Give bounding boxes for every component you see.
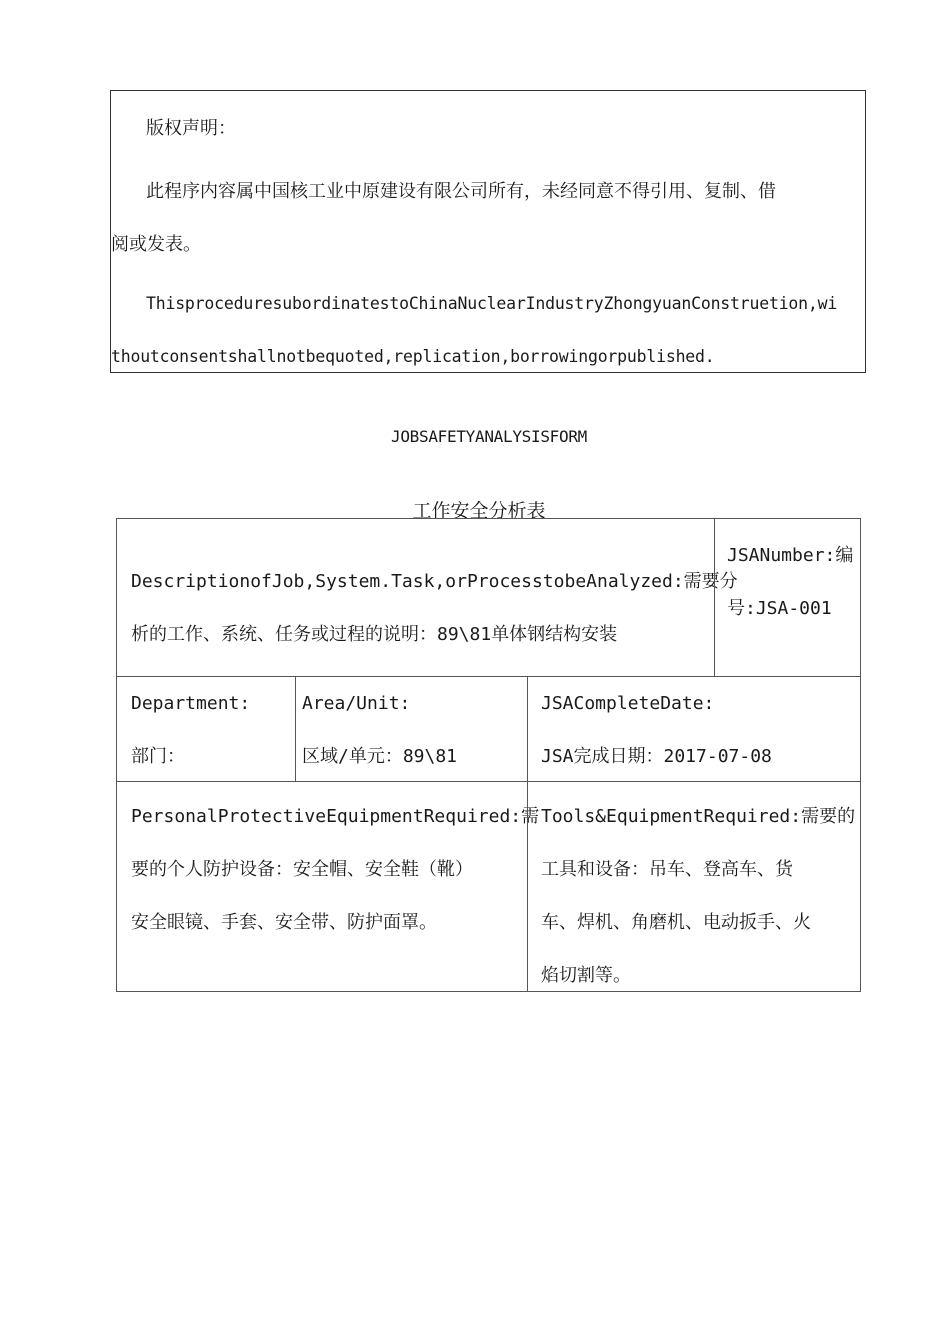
job-description-cell — [116, 518, 738, 677]
ppe-line-1: PersonalProtectiveEquipmentRequired:需 — [131, 806, 540, 827]
tools-required-cell — [527, 781, 861, 992]
jsa-number-cell — [714, 518, 861, 677]
date-label-en: JSACompleteDate: — [541, 693, 715, 714]
copyright-title: 版权声明： — [146, 118, 236, 139]
department-label-en: Department: — [131, 693, 251, 714]
complete-date-cell — [527, 676, 861, 782]
ppe-required-cell — [116, 781, 540, 992]
department-label-cn: 部门： — [131, 746, 185, 767]
form-title-cn: 工作安全分析表 — [412, 500, 546, 522]
area-label-cn: 区域/单元：89\81 — [302, 746, 458, 767]
copyright-en-line-2: thoutconsentshallnotbequoted,replication,borrowingorpublished. — [111, 347, 715, 366]
area-label-en: Area/Unit: — [302, 693, 411, 714]
ppe-line-2: 要的个人防护设备：安全帽、安全鞋（靴） — [131, 859, 473, 880]
tools-line-2: 工具和设备：吊车、登高车、货 — [541, 859, 793, 880]
jsa-number-line-1: JSANumber:编 — [727, 545, 854, 566]
tools-line-1: Tools&EquipmentRequired:需要的 — [541, 806, 856, 827]
department-cell — [116, 676, 296, 782]
copyright-cn-line-2: 阅或发表。 — [111, 234, 201, 255]
copyright-cn-line-1: 此程序内容属中国核工业中原建设有限公司所有，未经同意不得引用、复制、借 — [146, 181, 776, 202]
form-title-en: JOBSAFETYANALYSISFORM — [391, 427, 587, 446]
copyright-box — [110, 90, 866, 373]
copyright-en-line-1: ThisproceduresubordinatestoChinaNuclearIndustryZhongyuanConstruetion,wi — [146, 294, 838, 313]
date-label-cn: JSA完成日期：2017-07-08 — [541, 746, 772, 767]
ppe-line-3: 安全眼镜、手套、安全带、防护面罩。 — [131, 912, 437, 933]
job-description-line-1: DescriptionofJob,System.Task,orProcesstobeAnalyzed:需要分 — [131, 571, 738, 592]
tools-line-4: 焰切割等。 — [541, 965, 631, 986]
tools-line-3: 车、焊机、角磨机、电动扳手、火 — [541, 912, 811, 933]
job-description-line-2: 析的工作、系统、任务或过程的说明：89\81单体钢结构安装 — [131, 624, 618, 645]
area-unit-cell — [295, 676, 528, 782]
jsa-table — [116, 518, 861, 992]
jsa-number-line-2: 号:JSA-001 — [727, 598, 832, 619]
